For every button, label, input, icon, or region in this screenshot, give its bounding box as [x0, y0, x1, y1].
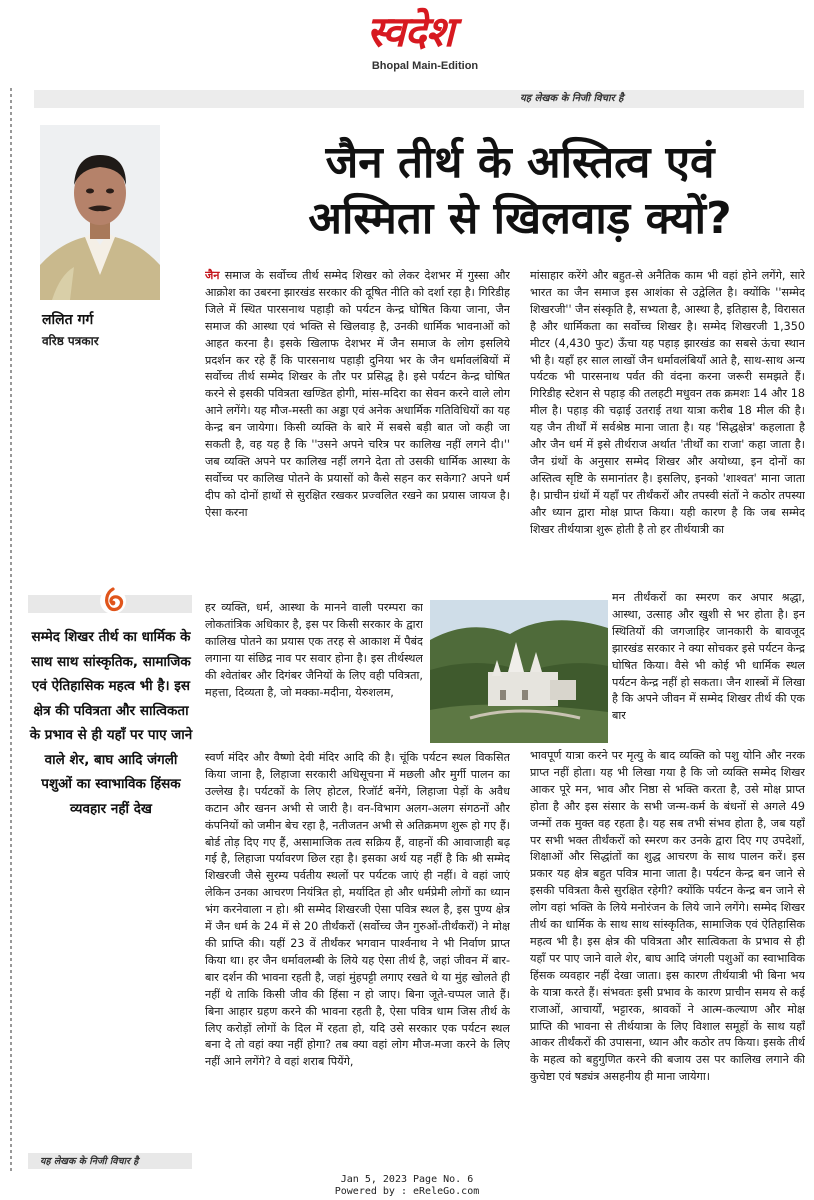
article-column-1-top [205, 268, 510, 598]
article-column-1-middle: हर व्यक्ति, धर्म, आस्था के मानने वाली परम्परा का लोकतांत्रिक अधिकार है, इस पर किसी सरकार के द्वारा कालिख पोतने का प्रयास एक तरह से आकाश में पैबंद लगाना या संछिद्र नाव पर सवार होना है। इस तीर्थस्थल की श्वेतांबर और दिगंबर जैनियों के लिए वही पवित्रता, महत्ता, दिव्यता है, जो मक्का-मदीना, येरुशलम, [205, 601, 423, 699]
temple-photo [430, 600, 608, 743]
headline-line-2: अस्मिता से खिलवाड़ क्यों? [308, 193, 732, 244]
article-column-2-bottom: भावपूर्ण यात्रा करने पर मृत्यु के बाद व्यक्ति को पशु योनि और नरक प्राप्त नहीं होता। यह भी लिखा गया है कि जो व्यक्ति सम्मेद शिखर आकर पूरे मन, भाव और निष्ठा से भक्ति करता है, उसे मोक्ष प्राप्त होता है और इस संसार के सभी जन्म-कर्म के बंधनों से अगले 49 जन्मों तक मुक्त वह रहता है। यह सब तभी संभव होता है, जब यहाँ पर सभी भक्त तीर्थंकरों को स्मरण कर उनके द्वारा दिए गए उपदेशों, शिक्षाओं और सिद्धांतों का शुद्ध आचरण के साथ पालन करें। इस प्रकार यह क्षेत्र बहुत पवित्र माना जाता है। पर्यटन केन्द्र बन जाने से इसकी पवित्रता कैसे सुरक्षित रहेगी? क्योंकि पर्यटन केन्द्र बन जाने से लोग वहां भक्ति के लिये मनोरंजन के लिये जाने लगेंगे। सम्मेद शिखर तीर्थ का धार्मिक के साथ साथ सांस्कृतिक, सामाजिक एवं ऐतिहासिक महत्व भी है। इस क्षेत्र की पवित्रता और सात्विकता के प्रभाव से ही यहाँ पर पाए जाने वाले शेर, बाघ आदि जंगली पशुओं का स्वाभाविक हिंसक व्यवहार नहीं देखा जाता। इस कारण तीर्थयात्री भी बिना भय के यात्रा करते हैं। संभवतः इसी प्रभाव के कारण प्राचीन समय से कई राजाओं, आचार्यों, भट्टारक, श्रावकों ने आत्म-कल्याण और मोक्ष प्राप्ति की भावना से तीर्थयात्रा के लिए विशाल समूहों के साथ यहाँ आकर तीर्थंकरों की उपासना, ध्यान और कठोर तप किया। इसके तीर्थ के महत्व को बहुगुणित करने की बजाय उस पर कालिख लगाने की कुचेष्टा एवं षड्यंत्र असहनीय ही माना जायेगा। [530, 749, 805, 1084]
author-title: वरिष्ठ पत्रकार [42, 334, 99, 348]
author-name: ललित गर्ग [42, 312, 94, 328]
left-dotted-rule [10, 88, 12, 1173]
footer-powered-by[interactable]: Powered by : eReleGo.com [334, 1186, 480, 1197]
article-column-2-middle: मन तीर्थंकरों का स्मरण कर अपार श्रद्धा, आस्था, उत्साह और खुशी से भर होता है। इन स्थितियों की जगजाहिर जानकारी के बावजूद झारखंड सरकार ने क्या सोचकर इसे पर्यटन केन्द्र घोषित किया। वैसे भी कोई भी धार्मिक स्थल पर्यटन केन्द्र नहीं हो सकता। जैन शास्त्रों में लिखा है कि अपने जीवन में सम्मेद शिखर तीर्थ की एक बार [612, 591, 805, 723]
footer-date-page: Jan 5, 2023 Page No. 6 [340, 1174, 474, 1185]
headline [250, 135, 790, 247]
article-column-2-top: मांसाहार करेंगे और बहुत-से अनैतिक काम भी वहां होने लगेंगे, सारे भारत का जैन समाज इस आशंका से उद्वेलित है। क्योंकि ''सम्मेद शिखरजी'' जैन संस्कृति है, सभ्यता है, आस्था है, इतिहास है, विरासत है और धार्मिकता का सर्वोच्च शिखर है। सम्मेद शिखरजी 1,350 मीटर (4,430 फुट) ऊँचा यह पहाड़ झारखंड का सबसे ऊंचा स्थान भी है। यहाँ हर साल लाखों जैन धर्मावलंबियाँ आते है, साथ-साथ अन्य पर्यटक भी पारसनाथ पर्वत की वंदना करना जरूरी समझते हैं। गिरिडीह स्टेशन से पहाड़ की तलहटी मधुवन तक क्रमशः 14 और 18 मील है। पहाड़ की चढ़ाई उतराई तथा यात्रा करीब 18 मील की है। यह जैन तीर्थों में सर्वश्रेष्ठ माना जाता है। यह 'सिद्धक्षेत्र' कहलाता है और जैन धर्म में इसे तीर्थराज अर्थात 'तीर्थों का राजा' कहा जाता है। जैन ग्रंथों के अनुसार सम्मेद शिखर और अयोध्या, इन दोनों का अस्तित्व सृष्टि के समानांतर है। इसलिए, इनको 'शाश्वत' माना जाता है। प्राचीन ग्रंथों में यहाँ पर तीर्थंकरों और तपस्वी संतों ने कठोर तपस्या और ध्यान द्वारा मोक्ष प्राप्त किया। यही कारण है कि जब सम्मेद शिखर तीर्थयात्रा शुरू होती है तो हर तीर्थयात्री का [530, 269, 805, 536]
pull-quote: सम्मेद शिखर तीर्थ का धार्मिक के साथ साथ सांस्कृतिक, सामाजिक एवं ऐतिहासिक महत्व भी है। इस क्षेत्र की पवित्रता और सात्विकता के प्रभाव से ही यहाँ पर पाए जाने वाले शेर, बाघ आदि जंगली पशुओं का स्वाभाविक हिंसक व्यवहार नहीं देख [29, 629, 193, 817]
swirl-logo-icon [98, 584, 128, 616]
temple-hill-icon [430, 600, 608, 743]
article-column-1-bottom: स्वर्ण मंदिर और वैष्णो देवी मंदिर आदि की है। चूंकि पर्यटन स्थल विकसित किया जाना है, लिहाजा सरकारी अधिसूचना में मछली और मुर्गी पालन का उल्लेख है। पर्यटकों के लिए होटल, रिजॉर्ट बनेंगे, लिहाजा पेड़ों के अवैध कटान और खनन अभी से जारी है। वन-विभाग अलग-अलग संगठनों और कंपनियों को जमीन बेच रहा है, नतीजतन अभी से अतिक्रमण शुरू हो गए हैं। बोर्ड तोड़ दिए गए हैं, असामाजिक तत्व सक्रिय हैं, वाहनों की आवाजाही बढ़ गई है, लिहाजा पर्यावरण छिल रहा है। इसका अर्थ यह नहीं है कि श्री सम्मेद शिखरजी जैसे सुरम्य पर्वतीय स्थलों पर पर्यटक जाएं ही नहीं। वे वहां जाएं लेकिन उनका आचरण नियंत्रित हो, मर्यादित हो और धर्मप्रेमी लोगों का ध्यान भंग करनेवाला न हो। श्री सम्मेद शिखरजी ऐसा पवित्र स्थल है, इस पुण्य क्षेत्र में जैन धर्म के 24 में से 20 तीर्थंकरों (सर्वोच्च जैन गुरुओं-तीर्थंकरों) ने मोक्ष की प्राप्ति की। यहीं 23 वें तीर्थंकर भगवान पार्श्वनाथ ने भी निर्वाण प्राप्त किया था। हर जैन धर्मावलम्बी के लिये यह ऐसा तीर्थ है, जहां जीवन में बार-बार दर्शन की भावना रहती है, जहां मुंहपट्टी लगाए रखते थे या मुंह खोलते ही नहीं थे ताकि किसी जीव की हिंसा न हो जाए। बिना जूते-चप्पल जाते हैं। बिना आहार ग्रहण करने की भावना रहती है, ऐसा पवित्र धाम जिस तीर्थ के लिए करोड़ों लोगों के दिल में रहता हो, यदि उसे सरकार एक पर्यटन स्थल बना दे तो वहां क्या नहीं होगा? तब क्या वहां लोग मौज-मजा करने के लिए नहीं आने लगेंगे? वे वहां शराब पियेंगे, [205, 751, 510, 1069]
column-1-top-text: समाज के सर्वोच्च तीर्थ सम्मेद शिखर को लेकर देशभर में गुस्सा और आक्रोश का उबरना झारखंड सरकार की दूषित नीति को दर्शा रहा है। गिरिडीह जिले में स्थित पारसनाथ पहाड़ी को पर्यटन केन्द्र घोषित किया जाना, जैन समाज की आस्था एवं भक्ति से खिलवाड़ है, उनकी धार्मिक भावनाओं को आहत करना है। इसके खिलाफ देशभर में जैन समाज के लोग इसलिये प्रदर्शन कर रहे हैं कि पारसनाथ पहाड़ी दुनिया भर के जैन धर्मावलंबियों में सर्वोच्च तीर्थ सम्मेद शिखर के तौर पर प्रसिद्ध है। इसे पर्यटन केन्द्र घोषित करने से इसकी पवित्रता खण्डित होगी, मांस-मदिरा का सेवन करने वाले लोग आने लगेंगे। यह मौज-मस्ती का अड्डा एवं अनेक अधार्मिक गतिविधियों का यह केन्द्र बन जायेगा। किसी व्यक्ति के बारे में सबसे बड़ी बात जो कही जा सकती है, वह यह है कि ''उसने अपने चरित्र पर कालिख नहीं लगने दी।'' जब व्यक्ति अपने पर कालिख नहीं लगने देता तो उसकी धार्मिक आस्था के सर्वोच्च पर कालिख पोतने के प्रयासों को कैसे सहन कर सकेगा? अपने धर्म दीप को दोनों हाथों से सुरक्षित रखकर प्रज्वलित रखने का प्रयास जायज है। ऐसा करना [205, 269, 510, 519]
author-portrait-icon [40, 125, 160, 300]
newspaper-logo: स्वदेश [366, 7, 454, 56]
lead-word: जैन [205, 269, 220, 282]
disclaimer-top: यह लेखक के निजी विचार है [520, 93, 624, 104]
headline-line-1: जैन तीर्थ के अस्तित्व एवं [325, 137, 715, 188]
footer [0, 1174, 814, 1198]
edition-label: Bhopal Main-Edition [371, 60, 479, 72]
disclaimer-bottom: यह लेखक के निजी विचार है [40, 1156, 139, 1167]
author-photo [40, 125, 160, 300]
